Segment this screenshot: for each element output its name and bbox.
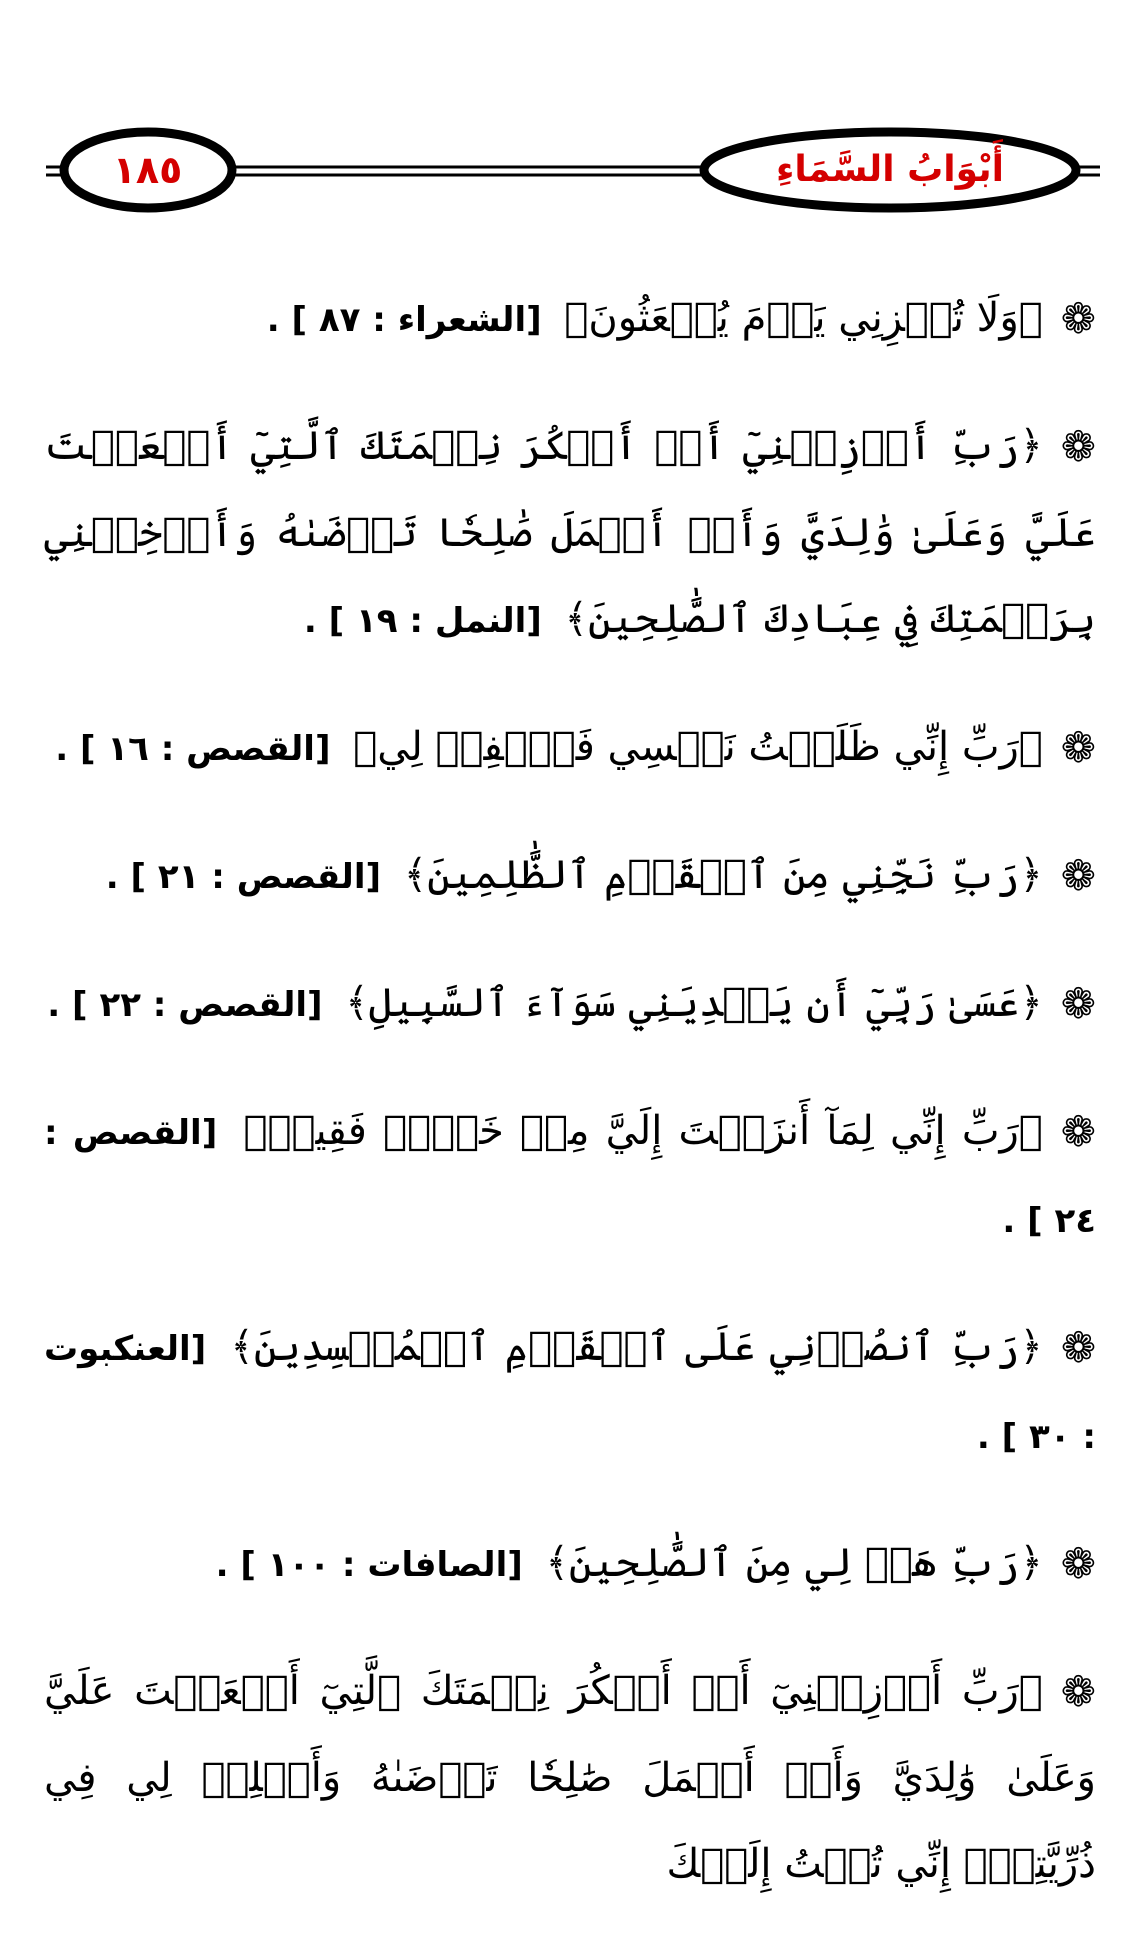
flower-bullet-icon: ❁ — [1060, 422, 1096, 471]
verse-entry — [44, 403, 1096, 664]
verse-text: ﴿رَبِّ إِنِّي ظَلَمۡتُ نَفۡسِي فَٱغۡفِرۡ لِي﴾ — [353, 724, 1043, 770]
verse-reference: [العنكبوت : ٣٠ ] . — [44, 1329, 1096, 1457]
verse-reference: [الشعراء : ٨٧ ] . — [266, 300, 542, 340]
flower-bullet-icon: ❁ — [1060, 1667, 1096, 1716]
verse-text: ﴿رَبِّ هَبۡ لِي مِنَ ٱلصَّٰلِحِينَ﴾ — [545, 1540, 1043, 1586]
verse-text: ﴿رَبِّ إِنِّي لِمَآ أَنزَلۡتَ إِلَيَّ مِنۡ خَيۡرٖ فَقِيرٞ﴾ — [243, 1108, 1043, 1154]
flower-bullet-icon: ❁ — [1060, 723, 1096, 772]
flower-bullet-icon: ❁ — [1060, 851, 1096, 900]
verse-reference: [القصص : ٢١ ] . — [105, 857, 382, 897]
verse-entry — [44, 1088, 1096, 1264]
page-content — [44, 275, 1096, 1943]
verse-entry — [44, 1648, 1096, 1909]
verse-reference: [الصافات : ١٠٠ ] . — [215, 1545, 523, 1585]
book-title: أَبْوَابُ السَّمَاءِ — [775, 149, 1005, 190]
verse-text: ﴿وَلَا تُخۡزِنِي يَوۡمَ يُبۡعَثُونَ﴾ — [564, 295, 1043, 341]
flower-bullet-icon: ❁ — [1060, 1107, 1096, 1156]
flower-bullet-icon: ❁ — [1060, 1323, 1097, 1372]
verse-entry — [44, 704, 1096, 792]
page-number: ١٨٥ — [112, 148, 183, 192]
verse-reference: [القصص : ١٦ ] . — [55, 729, 331, 769]
verse-entry — [44, 832, 1096, 920]
flower-bullet-icon: ❁ — [1060, 979, 1096, 1028]
flower-bullet-icon: ❁ — [1060, 1539, 1096, 1588]
verse-text: ﴿رَبِّ نَجِّنِي مِنَ ٱلۡقَوۡمِ ٱلظَّٰلِمِينَ﴾ — [403, 852, 1043, 898]
verse-entry — [44, 1304, 1096, 1480]
verse-text: ﴿رَبِّ ٱنصُرۡنِي عَلَى ٱلۡقَوۡمِ ٱلۡمُفۡسِدِينَ﴾ — [230, 1324, 1043, 1370]
verse-text: ﴿عَسَىٰ رَبِّيٓ أَن يَهۡدِيَنِي سَوَآءَ ٱلسَّبِيلِ﴾ — [345, 980, 1043, 1026]
verse-reference: [القصص : ٢٢ ] . — [47, 985, 323, 1025]
verse-reference: [النمل : ١٩ ] . — [303, 601, 542, 641]
verse-entry — [44, 275, 1096, 363]
verse-text: ﴿رَبِّ أَوۡزِعۡنِيٓ أَنۡ أَشۡكُرَ نِعۡمَتَكَ ٱلَّتِيٓ أَنۡعَمۡتَ عَلَيَّ وَعَلَىٰ وَٰلِدَيَّ وَأَنۡ أَعۡمَلَ صَٰلِحٗا تَرۡضَىٰهُ وَأَصۡلِحۡ لِي فِي ذُرِّيَّتِيٓۖ إِنِّي تُبۡتُ إِلَيۡكَ — [44, 1668, 1096, 1887]
flower-bullet-icon: ❁ — [1060, 294, 1096, 343]
verse-text: ﴿رَبِّ أَوۡزِعۡنِيٓ أَنۡ أَشۡكُرَ نِعۡمَتَكَ ٱلَّتِيٓ أَنۡعَمۡتَ عَلَيَّ وَعَلَىٰ وَٰلِدَيَّ وَأَنۡ أَعۡمَلَ صَٰلِحٗا تَرۡضَىٰهُ وَأَدۡخِلۡنِي بِرَحۡمَتِكَ فِي عِبَادِكَ ٱلصَّٰلِحِينَ﴾ — [44, 423, 1096, 642]
verse-entry — [44, 960, 1096, 1048]
verse-reference: [القصص : ٢٤ ] . — [44, 1113, 1096, 1241]
verse-entry — [44, 1520, 1096, 1608]
page-header — [0, 120, 1132, 230]
